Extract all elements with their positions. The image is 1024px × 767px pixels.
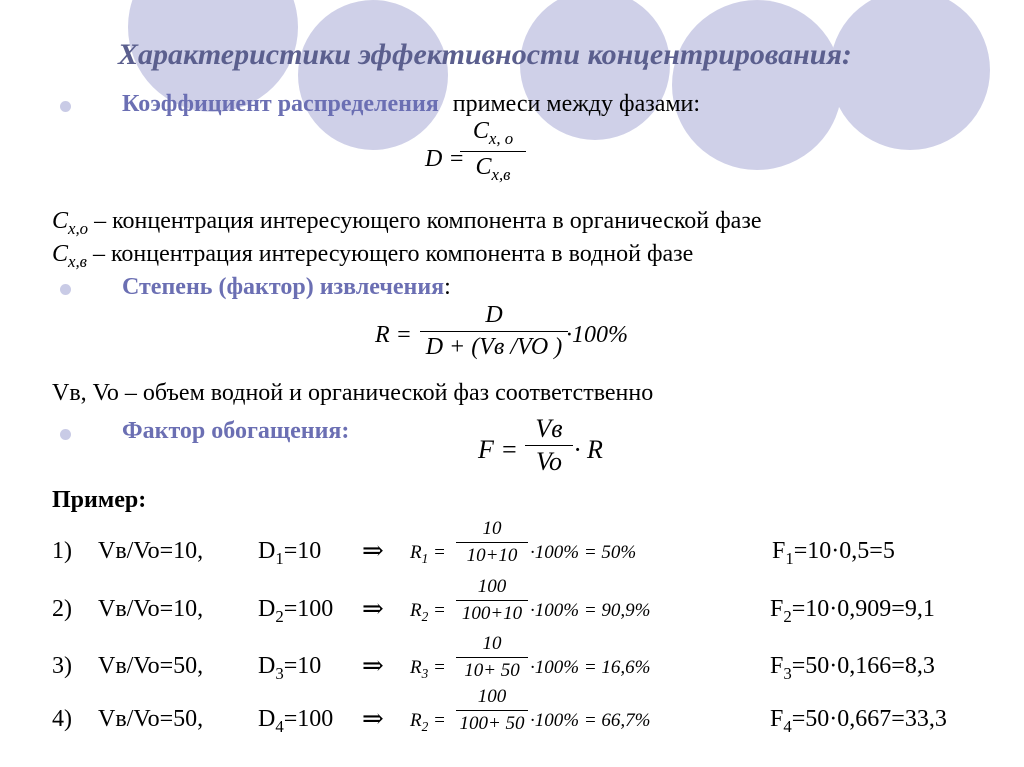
example-r-result: ·100% = 90,9% (530, 600, 651, 621)
example-number: 4) (52, 706, 72, 732)
formula-f-numerator: Vв (535, 414, 563, 443)
example-d: $D_4=100$ (258, 706, 334, 736)
example-r-lhs: $R_1$ = (410, 542, 446, 566)
def-cxo: $C_{x,o}$ – концентрация интересующего компонента в органической фазе (52, 208, 762, 238)
slide-title: Характеристики эффективности концентрирования: (118, 38, 852, 71)
section-3-label: Фактор обогащения: (122, 418, 350, 444)
example-r-numerator: 10 (482, 518, 502, 539)
example-r-denominator: 100+10 (461, 603, 523, 624)
example-number: 3) (52, 653, 72, 679)
example-ratio: Vв/Vo=10, (98, 596, 204, 622)
example-r-result: ·100% = 50% (530, 542, 637, 563)
bullet-2 (60, 284, 71, 295)
formula-r-denominator: D + (Vв /VO ) (425, 334, 563, 360)
example-r-result: ·100% = 66,7% (530, 710, 651, 731)
example-r-fraction (456, 633, 528, 682)
example-d: $D_3=10$ (258, 653, 322, 683)
example-r-denominator: 10+10 (466, 545, 518, 566)
example-ratio: Vв/Vo=50, (98, 653, 204, 679)
formula-r-numerator: D (485, 302, 503, 328)
example-ratio: Vв/Vo=50, (98, 706, 204, 732)
formula-f-fraction (525, 414, 573, 477)
example-r-denominator: 100+ 50 (459, 713, 525, 734)
example-r-lhs: $R_2$ = (410, 710, 446, 734)
section-2-label: Степень (фактор) извлечения (122, 274, 445, 300)
formula-f-lhs: F = (478, 435, 518, 464)
implies-arrow: ⇒ (362, 651, 384, 680)
bullet-1 (60, 101, 71, 112)
example-ratio: Vв/Vo=10, (98, 538, 204, 564)
section-2-line: Степень (фактор) извлечения: (122, 274, 451, 300)
formula-r-fraction (420, 302, 568, 361)
example-r-lhs: $R_3$ = (410, 657, 446, 681)
formula-d-fraction (460, 118, 526, 185)
def-cxv: $C_{x,в}$ – концентрация интересующего компонента в водной фазе (52, 241, 694, 271)
example-r-fraction (456, 518, 528, 567)
formula-f-denominator: Vo (536, 447, 562, 476)
formula-r-lhs: R = (375, 322, 412, 348)
example-r-numerator: 10 (482, 633, 502, 654)
formula-f-tail: · R (574, 435, 603, 464)
implies-arrow: ⇒ (362, 594, 384, 623)
section-1-label: Коэффициент распределения (122, 91, 439, 117)
decor-circle-5 (830, 0, 990, 150)
def-volumes: Vв, Vo – объем водной и органической фаз соответственно (52, 380, 654, 406)
example-f: $F_2=10\cdot 0,909=9,1$ (770, 596, 935, 626)
formula-d-lhs: D = (425, 146, 465, 172)
example-r-lhs: $R_2$ = (410, 600, 446, 624)
decor-circle-4 (672, 0, 842, 170)
section-1-rest: примеси между фазами: (452, 91, 701, 117)
example-r-denominator: 10+ 50 (464, 660, 520, 681)
formula-d-numerator: $C_{x, o}$ (472, 118, 514, 148)
example-f: $F_3=50\cdot 0,166=8,3$ (770, 653, 935, 683)
formula-d-denominator: $C_{x,в}$ (475, 153, 511, 184)
example-label: Пример: (52, 487, 147, 513)
example-f: $F_4=50\cdot 0,667=33,3$ (770, 706, 947, 736)
example-r-fraction (456, 576, 528, 625)
example-number: 2) (52, 596, 72, 622)
section-1-line (122, 91, 700, 118)
decor-circle-2 (298, 0, 448, 150)
implies-arrow: ⇒ (362, 704, 384, 733)
example-d: $D_1=10$ (258, 538, 322, 568)
formula-r-tail: ·100% (566, 322, 628, 348)
example-r-numerator: 100 (477, 576, 507, 597)
example-d: $D_2=100$ (258, 596, 334, 626)
example-r-result: ·100% = 16,6% (530, 657, 651, 678)
example-r-fraction (456, 686, 528, 735)
example-number: 1) (52, 538, 72, 564)
bullet-3 (60, 429, 71, 440)
implies-arrow: ⇒ (362, 536, 384, 565)
example-f: $F_1=10\cdot 0,5=5$ (772, 538, 895, 568)
example-r-numerator: 100 (477, 686, 507, 707)
